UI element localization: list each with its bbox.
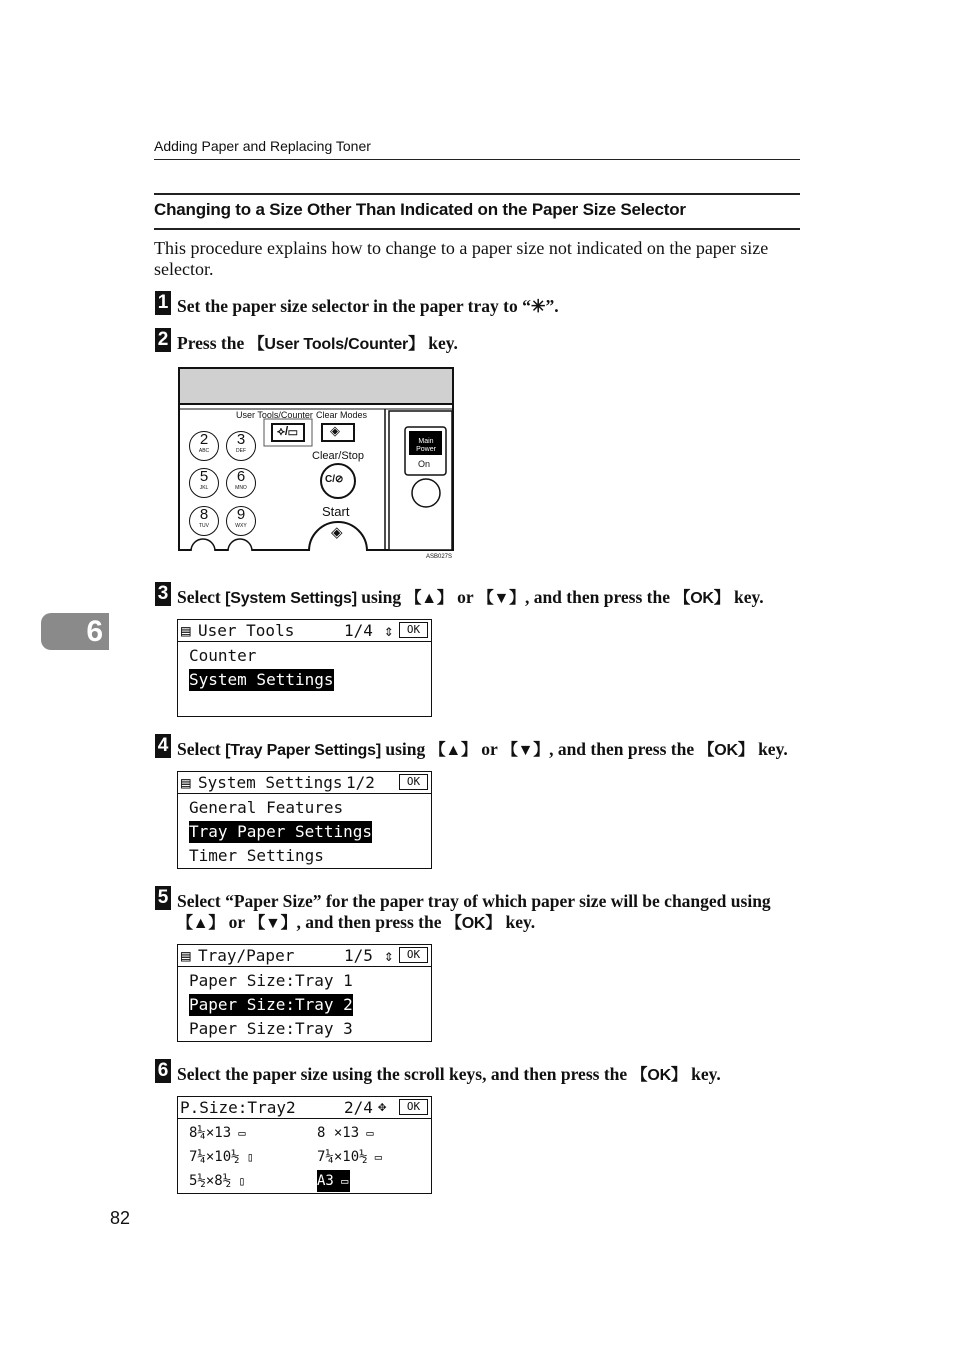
section-title: Changing to a Size Other Than Indicated on the Paper Size Selector [154, 200, 686, 219]
keypad-key[interactable]: 5 JKL [189, 468, 219, 498]
lcd-screen-tray-paper [177, 944, 432, 1042]
paper-size-option-selected[interactable]: A3 ▭ [317, 1170, 350, 1192]
landscape-paper-icon: ▭ [231, 1126, 246, 1140]
step-number: 3 [155, 582, 171, 606]
step-1-text: Set the paper size selector in the paper tray to “✳”. [177, 296, 559, 316]
lcd-title: System Settings [198, 773, 343, 792]
user-tools-counter-key-icon[interactable]: ⟡/▭ [277, 424, 298, 438]
lcd-title: Tray/Paper [198, 946, 295, 965]
section-rule-top [154, 193, 800, 195]
landscape-paper-icon: ▭ [333, 1174, 349, 1188]
keypad-key[interactable]: 9 WXY [226, 506, 256, 536]
page-number: 82 [110, 1208, 131, 1228]
figure-id: ASB027S [426, 554, 453, 560]
ok-icon: OK [399, 622, 428, 638]
paper-size-option[interactable]: 7¼×10½ ▭ [317, 1149, 383, 1165]
running-header: Adding Paper and Replacing Toner [154, 138, 371, 154]
lcd-screen-user-tools [177, 619, 432, 717]
step-6-text: Select the paper size using the scroll keys, and then press the 【OK】 key. [177, 1064, 721, 1084]
paper-size-option[interactable]: 8 ×13 ▭ [317, 1125, 374, 1141]
menu-item-selected[interactable]: Tray Paper Settings [189, 822, 373, 841]
menu-icon: ▤ [181, 946, 191, 965]
clear-modes-label: Clear Modes [316, 410, 368, 420]
scroll-arrows-icon: ⇕ [384, 621, 394, 640]
menu-item[interactable]: Counter [189, 646, 257, 665]
clear-stop-label: Clear/Stop [312, 450, 364, 462]
step-number: 6 [155, 1059, 171, 1083]
scroll-arrows-icon: ⇕ [384, 946, 394, 965]
landscape-paper-icon: ▭ [367, 1150, 383, 1164]
step-5-text: Select “Paper Size” for the paper tray of which paper size will be changed using 【▲】 or 【▼】, and then press the 【OK】 key. [177, 891, 771, 932]
lcd-title-bar [178, 620, 431, 642]
paper-size-option[interactable]: 8¼×13 ▭ [189, 1125, 246, 1141]
lcd-screen-system-settings [177, 771, 432, 869]
lcd-title: P.Size:Tray2 [180, 1098, 296, 1117]
lcd-screen-paper-size [177, 1096, 432, 1194]
chapter-tab: 6 [41, 613, 109, 650]
lcd-title: User Tools [198, 621, 295, 640]
portrait-paper-icon: ▯ [239, 1150, 255, 1164]
paper-size-option[interactable]: 5½×8½ ▯ [189, 1173, 246, 1189]
menu-item-selected[interactable]: Paper Size:Tray 2 [189, 995, 353, 1014]
menu-item[interactable]: Paper Size:Tray 3 [189, 1019, 353, 1038]
clear-stop-key[interactable]: C/⊘ [325, 474, 344, 485]
lcd-page: 1/5 [344, 946, 373, 965]
menu-icon: ▤ [181, 621, 191, 640]
start-label: Start [322, 504, 350, 519]
menu-item[interactable]: Timer Settings [189, 846, 324, 865]
lcd-page: 1/2 [346, 773, 375, 792]
lcd-title-bar [178, 1097, 431, 1119]
step-3-text: Select [System Settings] using 【▲】 or 【▼】, and then press the 【OK】 key. [177, 587, 764, 607]
menu-icon: ▤ [181, 773, 191, 792]
keypad-key[interactable]: 8 TUV [189, 506, 219, 536]
lcd-page: 1/4 [344, 621, 373, 640]
step-number: 1 [155, 291, 171, 315]
start-key-icon[interactable]: ◈ [331, 524, 343, 541]
menu-item[interactable]: Paper Size:Tray 1 [189, 971, 353, 990]
lcd-page: 2/4 [344, 1098, 373, 1117]
step-4-text: Select [Tray Paper Settings] using 【▲】 or 【▼】, and then press the 【OK】 key. [177, 739, 788, 759]
lcd-title-bar [178, 945, 431, 967]
landscape-paper-icon: ▭ [359, 1126, 374, 1140]
lcd-title-bar [178, 772, 431, 794]
paper-size-option[interactable]: 7¼×10½ ▯ [189, 1149, 255, 1165]
clear-modes-key-icon[interactable]: ◈ [330, 423, 340, 438]
menu-item[interactable]: General Features [189, 798, 344, 817]
keypad-key[interactable]: 2 ABC [189, 431, 219, 461]
section-rule-bottom [154, 228, 800, 230]
step-2-text: Press the 【User Tools/Counter】 key. [177, 333, 458, 353]
user-tools-label: User Tools/Counter [236, 410, 313, 420]
step-number: 2 [155, 328, 171, 352]
ok-icon: OK [399, 774, 428, 790]
menu-item-selected[interactable]: System Settings [189, 670, 334, 689]
on-label: On [418, 459, 431, 469]
step-number: 4 [155, 734, 171, 758]
portrait-paper-icon: ▯ [231, 1174, 246, 1188]
keypad-key[interactable]: 3 DEF [226, 431, 256, 461]
control-panel-illustration [178, 367, 454, 551]
ok-icon: OK [399, 947, 428, 963]
header-rule [154, 159, 800, 160]
main-power-label: Main Power [416, 438, 436, 453]
four-way-arrows-icon: ✥ [378, 1099, 387, 1115]
step-number: 5 [155, 886, 171, 910]
intro-paragraph: This procedure explains how to change to a paper size not indicated on the paper size selector. [154, 238, 769, 279]
ok-icon: OK [399, 1099, 428, 1115]
keypad-key[interactable]: 6 MNO [226, 468, 256, 498]
